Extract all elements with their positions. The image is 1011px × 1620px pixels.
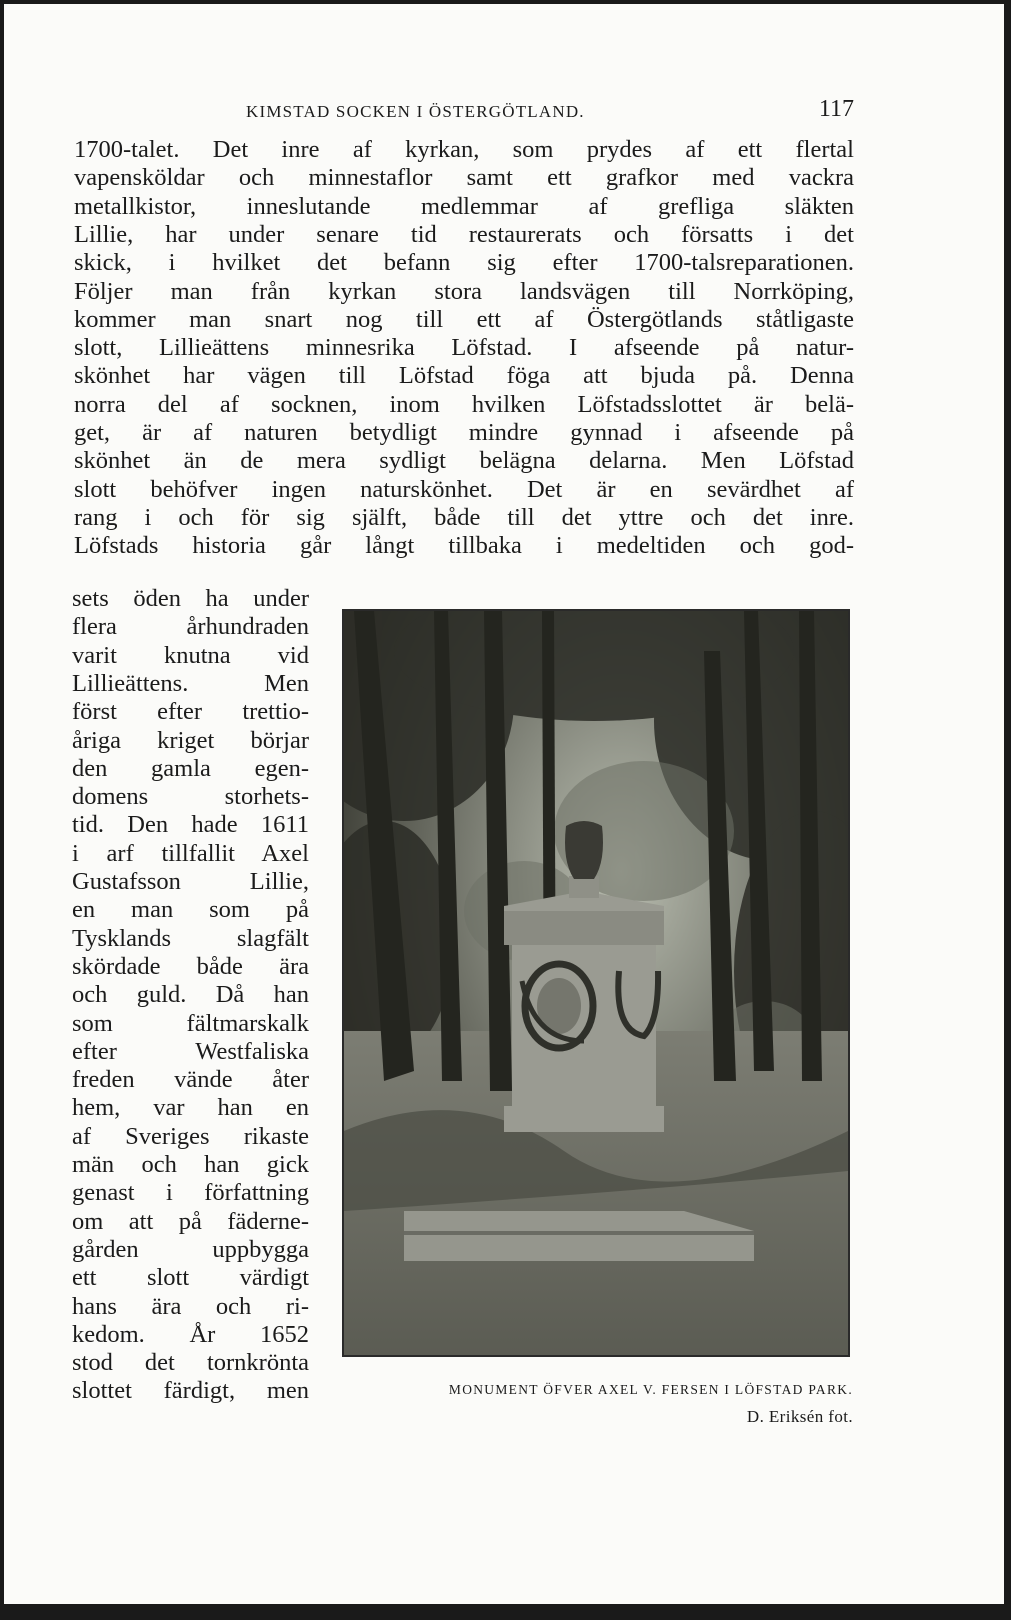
text-line: slottet färdigt, men xyxy=(72,1377,309,1405)
photo-credit: D. Eriksén fot. xyxy=(746,1407,853,1426)
text-line: Lillieättens. Men xyxy=(72,669,309,697)
book-page xyxy=(4,4,1004,1604)
text-line: metallkistor, inneslutande medlemmar af grefliga släkten xyxy=(74,192,854,220)
text-line: efter Westfaliska xyxy=(72,1037,309,1065)
page-header xyxy=(246,96,854,124)
text-line: norra del af socknen, inom hvilken Löfstadsslottet är belä- xyxy=(74,390,854,418)
text-line: kommer man snart nog till ett af Östergötlands ståtligaste xyxy=(74,305,854,333)
text-line: skönhet än de mera sydligt belägna delarna. Men Löfstad xyxy=(74,447,854,475)
text-line: sets öden ha under xyxy=(72,585,309,612)
text-line: genast i författning xyxy=(72,1179,309,1207)
monument-photograph xyxy=(344,611,848,1355)
text-line: män och han gick xyxy=(72,1151,309,1178)
text-line: skick, i hvilket det befann sig efter 1700-talsreparationen. xyxy=(74,249,854,277)
text-line: i arf tillfallit Axel xyxy=(72,839,309,867)
text-line: flera århundraden xyxy=(72,613,309,641)
text-line: varit knutna vid xyxy=(72,641,309,669)
text-line: som fältmarskalk xyxy=(72,1009,309,1037)
text-line: freden vände åter xyxy=(72,1066,309,1094)
text-line: Tysklands slagfält xyxy=(72,924,309,952)
text-line: af Sveriges rikaste xyxy=(72,1122,309,1150)
text-line: hem, var han en xyxy=(72,1094,309,1122)
text-line: rang i och för sig själft, både till det yttre och det inre. xyxy=(74,503,854,531)
text-line: slott behöfver ingen naturskönhet. Det är en sevärdhet af xyxy=(74,475,854,503)
photo-plate xyxy=(342,609,850,1357)
running-title: KIMSTAD SOCKEN I ÖSTERGÖTLAND. xyxy=(246,102,585,121)
text-line: gården uppbygga xyxy=(72,1235,309,1263)
page-number: 117 xyxy=(818,96,854,122)
text-line: Löfstads historia går långt tillbaka i medeltiden och god- xyxy=(74,532,854,560)
text-line: Lillie, har under senare tid restaurerats och försatts i det xyxy=(74,220,854,248)
text-line: om att på fäderne- xyxy=(72,1207,309,1235)
text-line: Följer man från kyrkan stora landsvägen till Norrköping, xyxy=(74,277,854,305)
text-line: den gamla egen- xyxy=(72,754,309,782)
text-line: ett slott värdigt xyxy=(72,1264,309,1292)
text-line: stod det tornkrönta xyxy=(72,1349,309,1377)
text-line: och guld. Då han xyxy=(72,981,309,1009)
text-line: skönhet har vägen till Löfstad föga att bjuda på. Denna xyxy=(74,362,854,390)
text-line: skördade både ära xyxy=(72,952,309,980)
text-line: åriga kriget börjar xyxy=(72,726,309,754)
text-line: kedom. År 1652 xyxy=(72,1320,309,1348)
text-line: slott, Lillieättens minnesrika Löfstad. I afseende på natur- xyxy=(74,334,854,362)
plate-caption: MONUMENT ÖFVER AXEL V. FERSEN I LÖFSTAD PARK. xyxy=(448,1382,853,1397)
text-line: get, är af naturen betydligt mindre gynnad i afseende på xyxy=(74,419,854,446)
text-line: 1700-talet. Det inre af kyrkan, som prydes af ett flertal xyxy=(74,136,854,163)
text-line: hans ära och ri- xyxy=(72,1292,309,1320)
text-line: Gustafsson Lillie, xyxy=(72,868,309,895)
text-line: tid. Den hade 1611 xyxy=(72,811,309,839)
text-line: först efter trettio- xyxy=(72,698,309,726)
text-line: vapensköldar och minnestaflor samt ett grafkor med vackra xyxy=(74,164,854,192)
text-line: en man som på xyxy=(72,896,309,924)
text-line: domens storhets- xyxy=(72,783,309,811)
